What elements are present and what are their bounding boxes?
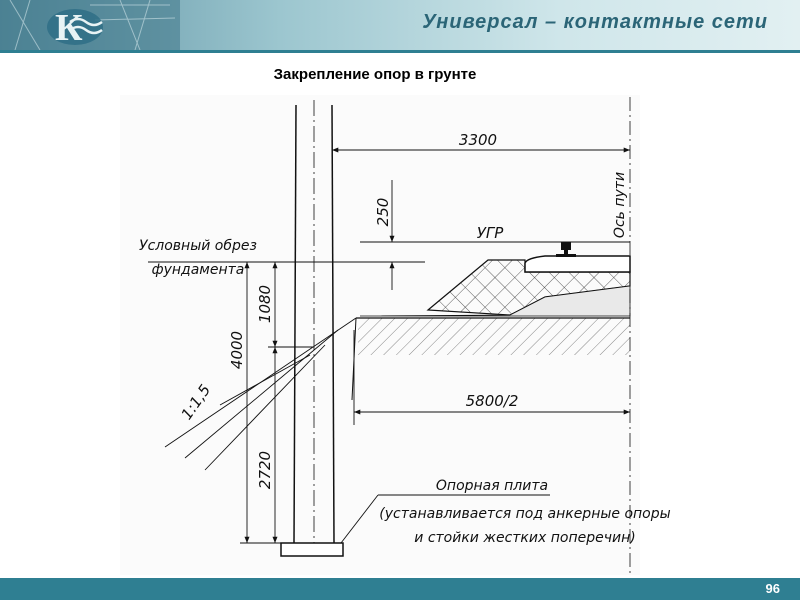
dim-4000-label: 4000 [228, 330, 246, 370]
footer-bar [0, 578, 800, 600]
dim-5800-label: 5800/2 [465, 392, 519, 410]
plate-title: Опорная плита [435, 478, 549, 494]
ugr-label: УГР [476, 224, 504, 242]
dim-3300-label: 3300 [458, 131, 498, 149]
slope-label: 1:1,5 [177, 381, 215, 424]
dimension-3300 [332, 131, 630, 150]
foundation-drawing [120, 95, 671, 575]
track-axis-label: Ось пути [612, 171, 628, 239]
dimension-1080 [256, 262, 314, 347]
header-bar [0, 0, 800, 50]
page-number: 96 [765, 581, 780, 596]
ground-section [358, 318, 630, 355]
plate-note-2: и стойки жестких поперечин) [414, 530, 636, 546]
cut-line-label-1: Условный обрез [139, 238, 257, 254]
header-title: Универсал – контактные сети [422, 11, 768, 33]
company-logo-icon [0, 0, 180, 50]
support-pole [294, 100, 334, 548]
dim-250-label: 250 [374, 197, 392, 227]
page-title: Закрепление опор в грунте [273, 66, 477, 83]
rail-track [525, 242, 630, 272]
plate-note-1: (устанавливается под анкерные опоры [379, 506, 671, 522]
dim-2720-label: 2720 [256, 450, 274, 490]
cut-line-label-2: фундамента [151, 262, 245, 278]
dim-1080-label: 1080 [256, 284, 274, 324]
foundation-diagram [120, 95, 671, 575]
dimension-250 [262, 180, 425, 290]
base-plate [281, 543, 343, 556]
header-divider [0, 50, 800, 53]
plate-callout [341, 478, 671, 546]
svg-text:К: К [55, 7, 83, 49]
